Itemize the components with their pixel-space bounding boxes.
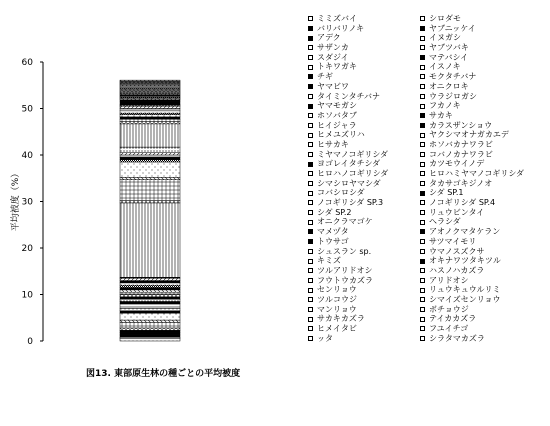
legend-right-column [420,14,524,343]
bar-segment [120,106,180,108]
legend-label: オニクラマゴケ [317,217,373,227]
legend-label: カツモウイノデ [429,159,485,169]
legend-swatch [420,65,425,70]
legend-label: ヤマビワ [317,81,349,91]
legend-swatch [420,16,425,21]
bar-segment [120,322,180,328]
legend-item [308,72,388,82]
bar-segment [120,80,180,81]
bar-segment [120,201,180,203]
legend-item [420,208,524,218]
legend-label: バリバリノキ [317,23,365,33]
legend-label: ヤブニッケイ [429,23,476,33]
bar-segment [120,320,180,322]
legend-item [308,334,388,344]
legend-item [308,82,388,92]
bar-segment [120,283,180,285]
legend-swatch [308,26,313,31]
legend-swatch [308,74,313,79]
legend-label: アリドオシ [429,275,469,285]
bar-segment [120,162,180,177]
legend-item [420,334,524,344]
legend-swatch [308,123,313,128]
bar-segment [120,297,180,299]
legend-item [420,159,524,169]
legend-item [420,72,524,82]
bar-segment [120,147,180,153]
legend-swatch [308,133,313,138]
legend-swatch [308,181,313,186]
legend-item [308,92,388,102]
legend-swatch [420,288,425,293]
legend-item [308,256,388,266]
bar-segment [120,117,180,119]
legend-item [420,62,524,72]
bar-segment [120,278,180,280]
legend-swatch [308,162,313,167]
legend-label: トウサゴ [317,236,349,246]
legend-item [308,111,388,121]
bar-segment [120,177,180,179]
legend-swatch [420,162,425,167]
legend-label: ボチョウジ [429,304,469,314]
legend-swatch [308,278,313,283]
legend-label: マメヅタ [317,227,349,237]
legend-label: トキワガキ [317,62,357,72]
bar-segment [120,281,180,283]
legend-label: シマイズセンリョウ [429,294,501,304]
bar-segment [120,328,180,330]
legend-swatch [308,84,313,89]
bar-segment [120,180,180,201]
legend-swatch [308,16,313,21]
legend-item [420,14,524,24]
legend-label: ヤマモガシ [317,101,357,111]
y-tick-label: 40 [21,151,33,161]
legend-item [308,285,388,295]
legend-label: ヨゴレイタチシダ [317,159,381,169]
y-axis-label: 平均被度（%） [11,168,21,232]
legend-swatch [308,65,313,70]
bar-segments [120,80,180,341]
legend-label: シダ SP.2 [317,207,352,217]
legend-label: フカノキ [429,101,461,111]
bar-segment [120,299,180,301]
legend-item [420,324,524,334]
legend-item [420,24,524,34]
bar-segment [120,124,180,147]
legend-item [308,140,388,150]
legend-swatch [308,326,313,331]
bar-segment [120,155,180,157]
legend-swatch [308,113,313,118]
bar-segment [120,115,180,117]
legend-swatch [420,307,425,312]
legend-label: サツマイモリ [429,236,477,246]
legend-swatch [420,210,425,215]
legend-item [420,101,524,111]
legend-label: ヒサカキ [317,139,349,149]
legend-swatch [420,268,425,273]
legend-swatch [420,200,425,205]
legend-label: ミヤマノコギリシダ [317,149,389,159]
legend-swatch [420,104,425,109]
legend-item [420,82,524,92]
legend-label: ウマノスズクサ [429,246,485,256]
legend-item [420,237,524,247]
bar-segment [120,304,180,309]
legend-label: チギ [317,72,333,82]
legend-label: オキナワツタキツル [429,256,501,266]
legend-label: ツルアリドオシ [317,265,373,275]
legend-swatch [420,36,425,41]
legend-label: シュスラン sp. [317,246,372,256]
legend-label: マテバシイ [429,52,469,62]
legend-item [420,130,524,140]
legend-item [308,237,388,247]
legend-swatch [420,113,425,118]
legend-item [420,256,524,266]
legend-item [308,314,388,324]
legend-swatch [420,142,425,147]
y-tick-label: 0 [27,337,33,347]
bar-segment [120,203,180,277]
legend-label: アデク [317,33,341,43]
legend-item [420,188,524,198]
legend-swatch [420,317,425,322]
legend-item [308,198,388,208]
bar-segment [120,292,180,294]
legend-item [420,53,524,63]
legend-label: ノコギリシダ SP.3 [317,198,384,208]
legend-label: シラタマカズラ [429,333,485,343]
legend-item [308,266,388,276]
legend-label: ヤクシマオナガカエデ [429,130,509,140]
legend-label: ヒロハノコギリシダ [317,169,389,178]
legend-swatch [420,181,425,186]
legend-swatch [308,229,313,234]
legend-swatch [308,297,313,302]
legend-swatch [420,336,425,341]
legend-label: ヒロハミヤマノコギリシダ [429,169,525,178]
bar-segment [120,285,180,287]
legend-item [308,62,388,72]
bar-segment [120,339,180,341]
legend-label: ツルコウジ [317,294,357,304]
legend-swatch [308,36,313,41]
legend-swatch [308,239,313,244]
legend-item [420,276,524,286]
legend-item [420,150,524,160]
legend-item [420,247,524,257]
legend-item [308,159,388,169]
legend-item [420,285,524,295]
legend-item [420,217,524,227]
legend-label: カラスザンショウ [429,120,493,130]
bar-segment [120,333,180,335]
legend-swatch [420,229,425,234]
legend-label: ヤブツバキ [429,43,469,53]
legend-swatch [420,278,425,283]
legend-label: モクタチバナ [429,72,477,82]
legend-item [308,276,388,286]
legend-item [308,227,388,237]
legend-label: ヒメユズリハ [317,130,365,140]
legend-swatch [420,94,425,99]
legend-swatch [308,259,313,264]
legend-swatch [420,220,425,225]
legend-label: イスノキ [429,62,461,72]
bar-segment [120,101,180,104]
legend-label: サカキカズラ [317,314,365,324]
legend-label: ウラジロガシ [429,91,477,101]
legend-label: ホソバタブ [317,110,357,120]
legend-item [420,305,524,315]
legend-item [308,24,388,34]
legend-swatch [420,297,425,302]
legend-swatch [308,210,313,215]
legend-label: フユイチゴ [429,324,469,333]
legend-label: アオノクマタケラン [429,227,501,237]
legend-item [308,33,388,43]
bar-segment [120,301,180,303]
legend-swatch [308,94,313,99]
legend-swatch [308,336,313,341]
legend-item [420,111,524,121]
bar-segment [120,160,180,162]
bar-segment [120,311,180,313]
legend-item [420,295,524,305]
legend-label: ヘラシダ [429,217,461,227]
legend-swatch [420,84,425,89]
legend-item [308,208,388,218]
legend-swatch [420,55,425,60]
legend-item [420,227,524,237]
legend-label: センリョウ [317,285,357,295]
legend-item [308,43,388,53]
legend-swatch [308,142,313,147]
legend-label: フウトウカズラ [317,275,373,285]
legend-swatch [308,104,313,109]
legend-swatch [420,152,425,157]
legend-swatch [308,191,313,196]
legend-label: ヒイジャラ [317,120,357,130]
bar-segment [120,111,180,113]
bar-segment [120,157,180,159]
legend-label: タイミンタチバナ [317,91,381,101]
bar-segment [120,119,180,121]
bar-segment [120,109,180,111]
legend-item [308,14,388,24]
legend-swatch [308,152,313,157]
legend-label: サザンカ [317,43,349,53]
legend-swatch [420,74,425,79]
legend-item [420,169,524,179]
legend-label: コバノカナワラビ [429,149,493,159]
legend-label: リュウビンタイ [429,207,485,217]
legend-item [308,53,388,63]
legend-swatch [420,133,425,138]
legend-item [420,140,524,150]
bar-segment [120,122,180,124]
legend-item [420,121,524,131]
bar-segment [120,290,180,292]
legend-swatch [420,249,425,254]
legend-label: キミズ [317,256,341,266]
legend-label: ミミズバイ [317,14,357,23]
legend-label: ホソバカナワラビ [429,139,493,149]
legend-item [308,217,388,227]
legend-label: マンリョウ [317,304,357,314]
legend-label: シダ SP.1 [429,188,464,198]
bar-segment [120,153,180,155]
legend-swatch [420,259,425,264]
y-tick-label: 30 [21,197,33,208]
legend-swatch [308,220,313,225]
legend-item [308,247,388,257]
legend-swatch [308,268,313,273]
legend-swatch [420,26,425,31]
legend-swatch [420,45,425,50]
legend-label: ハスノハカズラ [429,265,485,275]
legend-label: スダジイ [317,52,349,62]
legend-swatch [420,326,425,331]
legend-item [420,198,524,208]
y-tick-label: 60 [21,58,33,68]
y-tick-label: 50 [21,104,33,115]
legend-swatch [308,317,313,322]
legend-swatch [308,45,313,50]
legend-item [420,266,524,276]
legend-item [308,179,388,189]
legend-item [420,314,524,324]
legend-swatch [420,239,425,244]
legend-item [420,33,524,43]
bar-segment [120,313,180,320]
legend-label: シロダモ [429,14,461,23]
legend-swatch [308,307,313,312]
legend-item [308,169,388,179]
bar-segment [120,308,180,310]
legend-item [308,295,388,305]
bar-segment [120,288,180,290]
legend-item [420,92,524,102]
legend-label: サカキ [429,110,453,120]
legend-label: オニクロキ [429,81,469,91]
legend-label: ノコギリシダ SP.4 [429,198,496,208]
y-tick-label: 20 [21,244,33,254]
legend-label: リュウキュウルリミ [429,285,501,295]
legend-label: イヌガシ [429,33,461,43]
legend-item [308,150,388,160]
legend-left-column [308,14,388,343]
legend-swatch [420,191,425,196]
legend-swatch [308,55,313,60]
legend-label: ッタ [317,333,333,343]
legend-label: タカサゴキジノオ [429,178,493,188]
legend-item [420,43,524,53]
legend-label: ヒメイタビ [317,324,357,333]
legend-swatch [420,123,425,128]
bar-segment [120,330,180,332]
y-axis-ticks [22,58,43,347]
legend-label: コバシロシダ [317,188,365,198]
legend-item [308,121,388,131]
legend-swatch [420,171,425,176]
legend-swatch [308,200,313,205]
y-tick-label: 10 [21,290,33,301]
legend-item [308,101,388,111]
legend-item [308,130,388,140]
bar-segment [120,335,180,337]
legend-swatch [308,249,313,254]
chart-caption: 図13. 東部原生林の種ごとの平均被度 [86,369,241,379]
legend-item [308,305,388,315]
legend-label: シマシロヤマシダ [317,178,381,188]
bar-segment [120,295,180,297]
legend-swatch [308,288,313,293]
legend-item [420,179,524,189]
legend-item [308,188,388,198]
legend-label: テイカカズラ [429,314,477,324]
legend-swatch [308,171,313,176]
legend-item [308,324,388,334]
